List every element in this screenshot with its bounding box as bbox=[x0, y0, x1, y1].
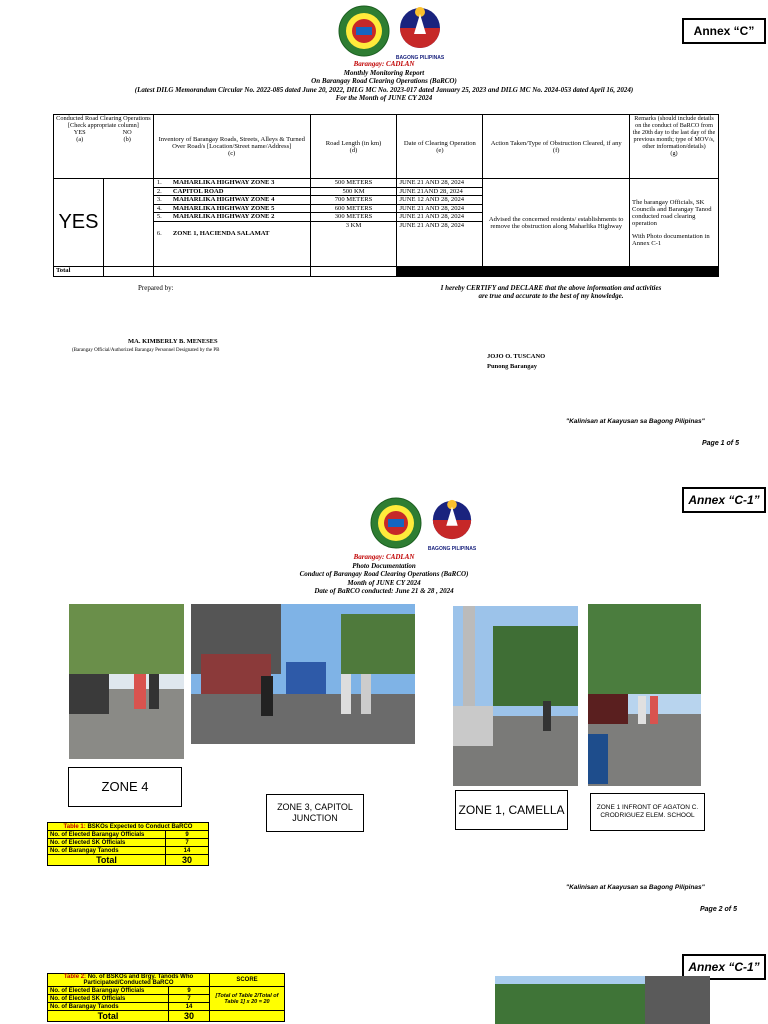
road-length: 700 METERS bbox=[311, 196, 397, 205]
t1-row-value: 9 bbox=[166, 831, 209, 839]
score-header: SCORE bbox=[210, 974, 285, 987]
yes-cell: YES bbox=[54, 179, 104, 267]
road-date: JUNE 21 AND 28, 2024 bbox=[397, 179, 482, 188]
header-conducted: Conducted Road Clearing Operations [Check appropriate column] YES (a) NO (b) bbox=[54, 115, 154, 179]
table-1-title: BSKOs Expected to Conduct BaRCO bbox=[87, 823, 193, 830]
bagong-pilipinas-logo bbox=[392, 4, 448, 61]
action-taken: Advised the concerned residents/ establishments to remove the obstruction along Maharlika Highway bbox=[483, 179, 630, 267]
photo-zone-3-capitol bbox=[191, 604, 415, 744]
report-title: Monthly Monitoring Report bbox=[343, 68, 425, 77]
prepared-by-label: Prepared by: bbox=[138, 284, 174, 292]
caption-zone-4: ZONE 4 bbox=[68, 767, 182, 807]
road-date: JUNE 21 AND 28, 2024 bbox=[399, 221, 465, 229]
page-number-2: Page 2 of 5 bbox=[700, 906, 737, 913]
annex-c-label: Annex “C” bbox=[682, 18, 766, 44]
score-formula: [Total of Table 2/Total of Table 1] x 20 = 20 bbox=[210, 987, 285, 1011]
t2-row-label: No. of Elected Barangay Officials bbox=[48, 987, 169, 995]
annex-c1-label: Annex “C-1” bbox=[682, 487, 766, 513]
preparer-title: (Barangay Official/Authorized Barangay Personnel Designated by the PB bbox=[72, 348, 220, 353]
road-name: MAHARLIKA HIGHWAY ZONE 4 bbox=[172, 196, 275, 203]
t2-row-value: 7 bbox=[169, 995, 210, 1003]
road-lengths bbox=[310, 179, 397, 267]
t1-row-label: No. of Barangay Tanods bbox=[48, 847, 166, 855]
road-name: ZONE 1, HACIENDA SALAMAT bbox=[172, 229, 270, 237]
road-name: CAPITOL ROAD bbox=[172, 187, 224, 195]
t1-row-label: No. of Elected Barangay Officials bbox=[48, 831, 166, 839]
table-1-prefix: Table 1: bbox=[63, 823, 86, 830]
motto-footer: "Kalinisan at Kaayusan sa Bagong Pilipinas" bbox=[566, 418, 705, 425]
t1-row-label: No. of Elected SK Officials bbox=[48, 839, 166, 847]
header-date: Date of Clearing Operation (e) bbox=[397, 115, 483, 179]
remarks-cell: The barangay Officials, SK Councils and Barangay Tanod conducted road clearing operation With Photo documentation in Annex C-1 bbox=[630, 179, 719, 267]
punong-barangay-title: Punong Barangay bbox=[487, 363, 538, 370]
t1-total-label: Total bbox=[48, 855, 166, 866]
table-2-prefix: Table 2: bbox=[63, 974, 87, 980]
road-length: 600 METERS bbox=[311, 205, 397, 214]
barangay-seal-logo-2 bbox=[370, 497, 422, 549]
total-label: Total bbox=[54, 267, 104, 277]
header-action: Action Taken/Type of Obstruction Cleared, if any (f) bbox=[483, 115, 630, 179]
punong-barangay-name: JOJO O. TUSCANO bbox=[487, 353, 546, 360]
t1-row-value: 7 bbox=[166, 839, 209, 847]
road-date: JUNE 21 AND 28, 2024 bbox=[397, 205, 482, 214]
barangay-name: Barangay: CADLAN bbox=[353, 60, 415, 68]
clearing-dates bbox=[397, 179, 483, 267]
caption-zone-1-camella: ZONE 1, CAMELLA bbox=[455, 790, 568, 830]
road-row bbox=[154, 205, 310, 214]
road-number: 4. bbox=[156, 204, 162, 212]
bagong-pilipinas-logo-2 bbox=[424, 497, 480, 552]
table-1-expected-bskos bbox=[47, 822, 209, 866]
bagong-pilipinas-text-2: BAGONG PILIPINAS bbox=[427, 546, 477, 552]
header-remarks: Remarks (should include details on the conduct of BaRCO from the 20th day to the last day of the previous month; type of MOV/s, other information/details) (g) bbox=[630, 115, 719, 179]
road-name: MAHARLIKA HIGHWAY ZONE 2 bbox=[172, 213, 275, 220]
motto-footer-2: "Kalinisan at Kaayusan sa Bagong Pilipinas" bbox=[566, 884, 705, 891]
road-number: 2. bbox=[156, 187, 162, 195]
road-number: 6. bbox=[156, 229, 162, 237]
photo-doc-date: Date of BaRCO conducted: June 21 & 28 , 2024 bbox=[314, 587, 454, 596]
t2-row-value: 9 bbox=[169, 987, 210, 995]
road-row bbox=[154, 188, 310, 197]
road-name: MAHARLIKA HIGHWAY ZONE 3 bbox=[172, 179, 275, 186]
road-date: JUNE 21 AND 28, 2024 bbox=[397, 213, 482, 222]
t2-total-value: 30 bbox=[169, 1011, 210, 1022]
photo-doc-month: Month of JUNE CY 2024 bbox=[347, 578, 421, 587]
road-length: 500 KM bbox=[311, 188, 397, 197]
t1-total-value: 30 bbox=[166, 855, 209, 866]
bagong-pilipinas-text: BAGONG PILIPINAS bbox=[395, 55, 445, 61]
road-row bbox=[154, 222, 310, 237]
table-2-participants bbox=[47, 973, 285, 1022]
no-cell bbox=[103, 179, 153, 267]
road-number: 5. bbox=[156, 213, 162, 220]
barangay-name-2: Barangay: CADLAN bbox=[353, 553, 415, 561]
header-no: NO (b) bbox=[122, 129, 132, 143]
header-length: Road Length (in km) (d) bbox=[310, 115, 397, 179]
road-name: MAHARLIKA HIGHWAY ZONE 5 bbox=[172, 204, 275, 212]
road-number: 1. bbox=[156, 179, 162, 186]
barangay-seal-logo bbox=[338, 5, 390, 57]
table-2-title: No. of BSKOs and Brgy. Tanods Who Participated/Conducted BaRCO bbox=[83, 974, 194, 986]
t2-row-value: 14 bbox=[169, 1003, 210, 1011]
certification-text: I hereby CERTIFY and DECLARE that the above information and activities are true and accurate to the best of my knowledge. bbox=[440, 284, 662, 300]
total-black-bar bbox=[397, 267, 719, 277]
photo-zone-1-school bbox=[588, 604, 701, 786]
report-month: For the Month of JUNE CY 2024 bbox=[335, 94, 433, 103]
annex-c1-label-3: Annex “C-1” bbox=[682, 954, 766, 980]
road-row bbox=[154, 213, 310, 222]
barco-monitoring-table bbox=[53, 114, 719, 277]
report-subtitle: On Barangay Road Clearing Operations (BaRCO) bbox=[311, 77, 457, 86]
report-header bbox=[0, 60, 768, 103]
photo-zone-4 bbox=[69, 604, 184, 759]
road-length: 500 METERS bbox=[311, 179, 397, 188]
t2-row-label: No. of Elected SK Officials bbox=[48, 995, 169, 1003]
roads-list bbox=[153, 179, 310, 267]
caption-zone-3: ZONE 3, CAPITOL JUNCTION bbox=[266, 794, 364, 832]
road-row bbox=[154, 179, 310, 188]
road-date: JUNE 12 AND 28, 2024 bbox=[397, 196, 482, 205]
preparer-name: MA. KIMBERLY B. MENESES bbox=[128, 338, 218, 345]
t2-total-label: Total bbox=[48, 1011, 169, 1022]
road-row bbox=[154, 196, 310, 205]
road-length: 300 METERS bbox=[311, 213, 397, 222]
header-inventory: Inventory of Barangay Roads, Streets, Alleys & Turned Over Road/s [Location/Street name/Address] (c) bbox=[153, 115, 310, 179]
photo-doc-subtitle: Conduct of Barangay Road Clearing Operations (BaRCO) bbox=[299, 570, 469, 579]
caption-zone-1-school: ZONE 1 INFRONT OF AGATON C. CRODRIGUEZ ELEM. SCHOOL bbox=[590, 793, 705, 831]
t2-row-label: No. of Barangay Tanods bbox=[48, 1003, 169, 1011]
photo-doc-title: Photo Documentation bbox=[352, 561, 416, 570]
road-length: 3 KM bbox=[345, 221, 362, 229]
photo-zone-1-camella bbox=[453, 606, 578, 786]
road-date: JUNE 21AND 28, 2024 bbox=[397, 188, 482, 197]
header-yes: YES (a) bbox=[73, 129, 86, 143]
t1-row-value: 14 bbox=[166, 847, 209, 855]
photo-page-3 bbox=[495, 976, 710, 1024]
memo-reference: (Latest DILG Memorandum Circular No. 2022-085 dated June 20, 2022, DILG MC No. 2023-017 dated January 25, 2023 and DILG MC No. 2024-053 dated April 16, 2024) bbox=[134, 85, 634, 94]
photo-doc-header bbox=[0, 553, 768, 596]
page-number: Page 1 of 5 bbox=[702, 440, 739, 447]
road-number: 3. bbox=[156, 196, 162, 203]
